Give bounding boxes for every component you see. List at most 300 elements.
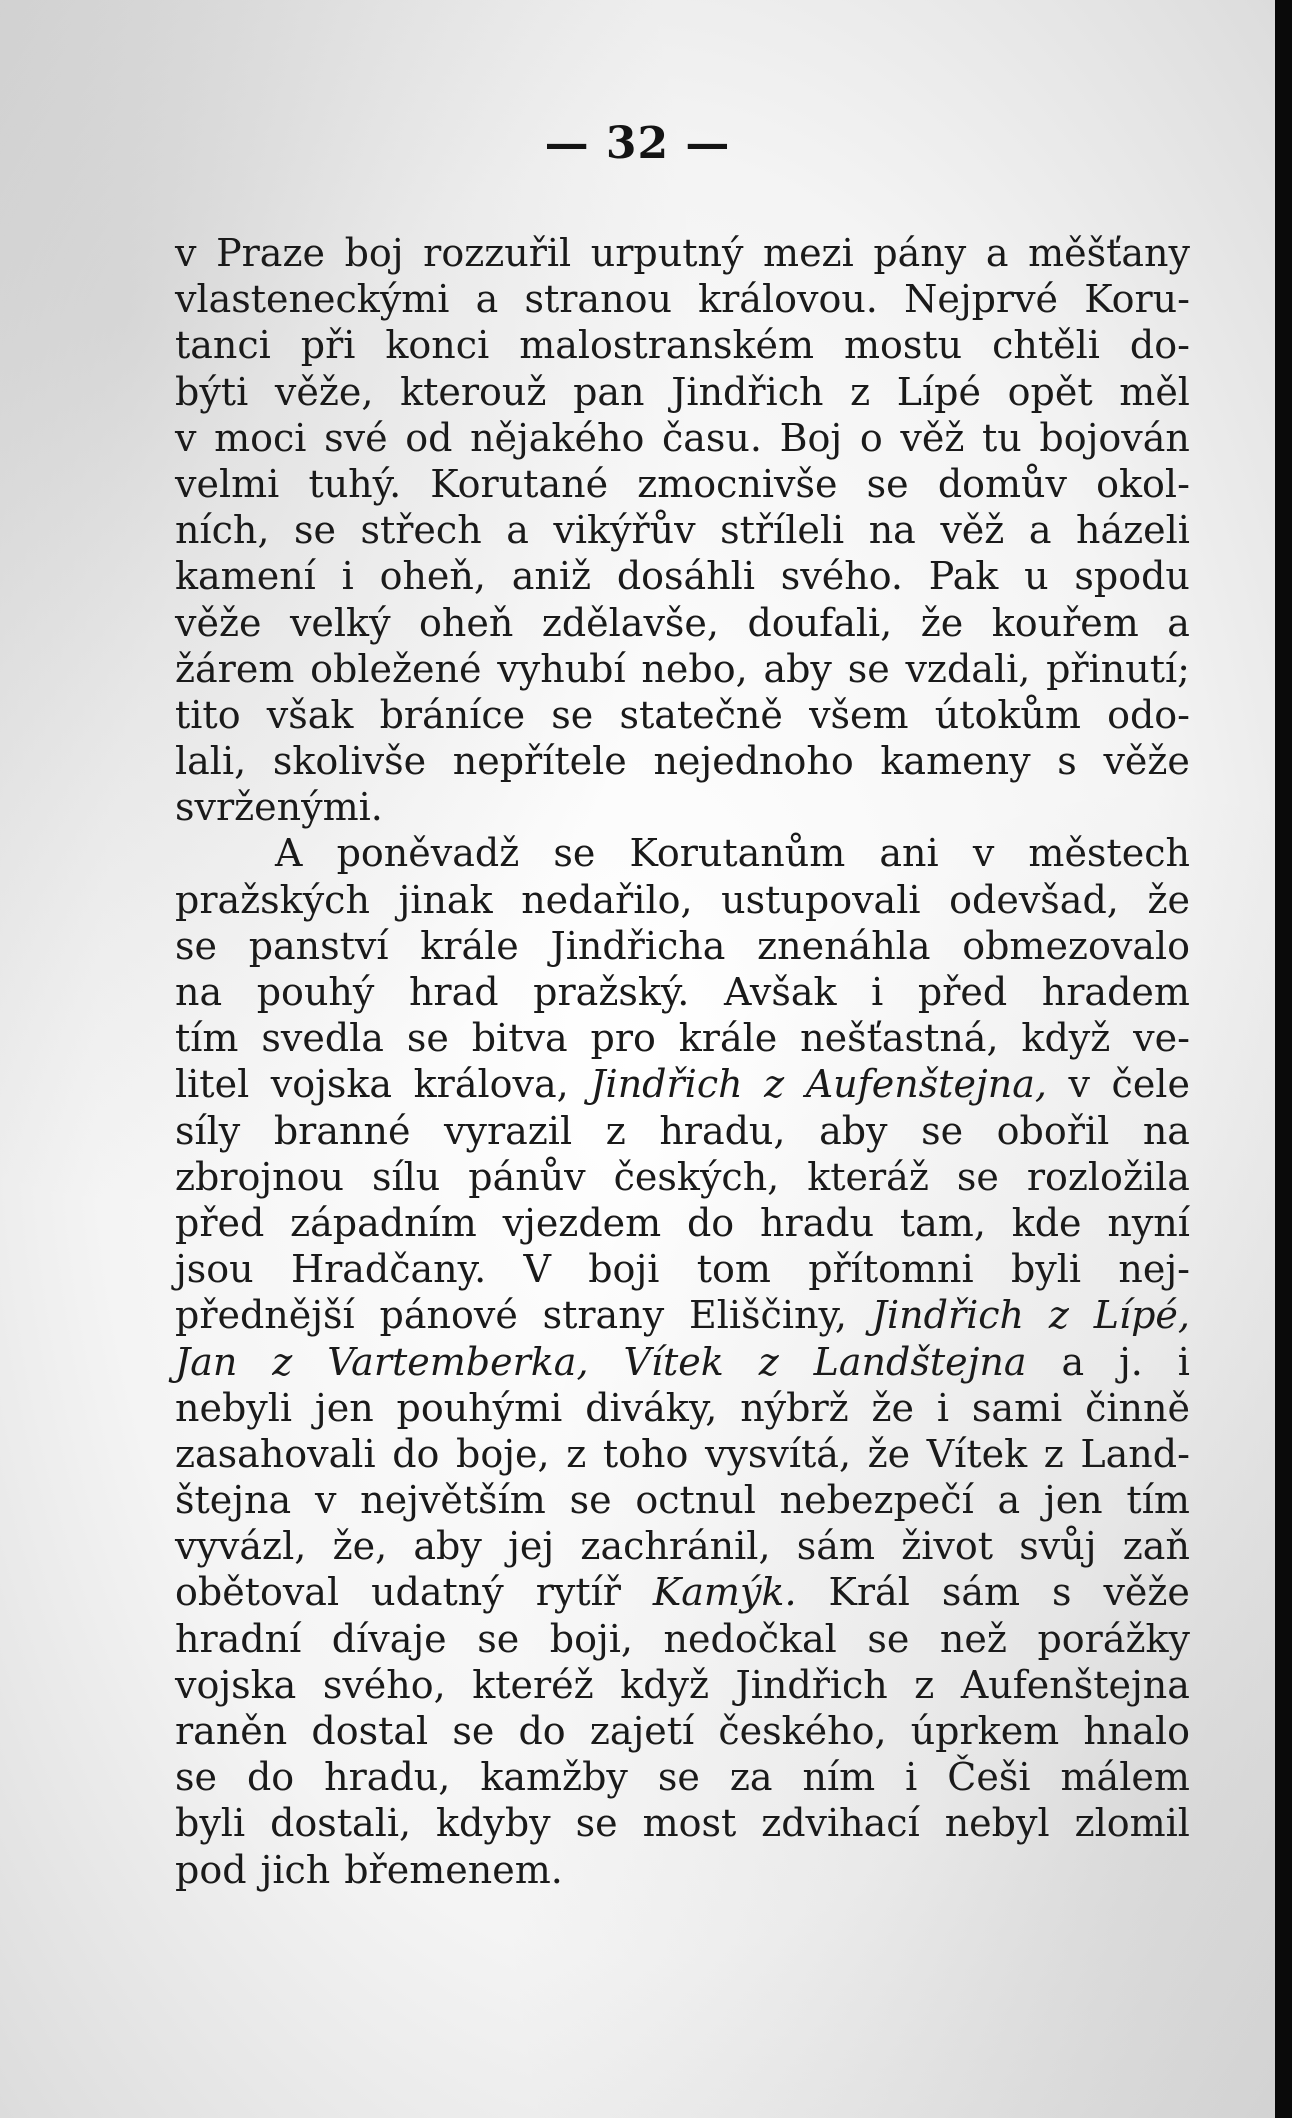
word: i: [871, 970, 884, 1014]
word: sám: [796, 1524, 875, 1569]
word: Land-: [1080, 1431, 1190, 1476]
word: krále: [420, 923, 519, 968]
word: sami: [971, 1385, 1063, 1430]
word: Pak: [928, 554, 999, 599]
word: tuhý.: [308, 461, 402, 506]
word: pouhý: [256, 970, 375, 1014]
word: Vartemberka,: [327, 1339, 589, 1384]
text-line: [175, 784, 1190, 830]
word: zasahovali: [175, 1431, 376, 1476]
word: Landštejna: [813, 1339, 1027, 1384]
text-line: [175, 322, 1190, 368]
word: nebo,: [641, 646, 748, 691]
word: Jan: [175, 1339, 238, 1384]
word: a: [475, 277, 499, 322]
text-line: [175, 1616, 1190, 1662]
word: z: [1043, 1431, 1064, 1476]
word: hradu,: [324, 1755, 451, 1800]
word: s: [1051, 1570, 1072, 1615]
word: Jindřich: [590, 1062, 743, 1107]
word: svedla: [261, 1016, 384, 1061]
word: se: [921, 1108, 964, 1153]
word: zaň: [1122, 1524, 1190, 1569]
word: kteréž: [472, 1662, 594, 1707]
word: vysvítá,: [704, 1431, 852, 1476]
word: čele: [1111, 1062, 1190, 1107]
text-line: [175, 369, 1190, 415]
text-line: [175, 1292, 1190, 1338]
word: znenáhla: [757, 923, 931, 968]
word: opět: [1007, 369, 1093, 414]
word: se: [477, 1616, 520, 1661]
word: z: [605, 1108, 626, 1153]
word: štejna: [175, 1478, 292, 1523]
word: aby: [413, 1524, 482, 1569]
word: zmocnivše: [637, 461, 838, 506]
word: že,: [332, 1524, 388, 1569]
word: byli: [175, 1801, 246, 1846]
word: ustupovali: [721, 877, 921, 922]
word: aniž: [511, 554, 592, 599]
word: před: [175, 1200, 265, 1245]
word: sílu: [371, 1154, 441, 1199]
word: z: [272, 1339, 293, 1384]
word: i: [341, 554, 354, 599]
word: a: [506, 508, 529, 553]
word: nepřítele: [452, 739, 627, 784]
text-line: [175, 1385, 1190, 1431]
word: házeli: [1076, 508, 1190, 553]
word: oheň,: [379, 554, 486, 599]
word: tím: [175, 1016, 239, 1061]
word: největším: [360, 1478, 546, 1523]
word: od: [405, 415, 453, 460]
word: se: [657, 1755, 700, 1800]
word: život: [901, 1524, 994, 1569]
word: věž: [900, 415, 965, 460]
word: kouřem: [991, 600, 1139, 645]
word: toho: [602, 1431, 689, 1476]
word: tito: [175, 692, 241, 737]
text-line: [175, 1246, 1190, 1292]
word: hnalo: [1083, 1709, 1190, 1753]
word: než: [939, 1616, 1007, 1661]
word: přítomni: [808, 1247, 974, 1292]
word: nešťastná,: [800, 1016, 999, 1061]
word: nedařilo,: [521, 877, 693, 922]
word: chtěli: [992, 323, 1100, 368]
word: v: [314, 1478, 337, 1523]
word: nebyli: [175, 1385, 293, 1430]
text-line: [175, 1847, 1190, 1893]
word: pouhými: [396, 1385, 563, 1430]
word: jinak: [398, 877, 493, 922]
word: za: [729, 1755, 773, 1800]
text-line: [175, 1431, 1190, 1477]
word: a: [997, 1478, 1021, 1523]
word: Avšak: [723, 970, 837, 1014]
text-line: [175, 1061, 1190, 1107]
word: Kamýk.: [652, 1570, 797, 1615]
word: o: [859, 415, 883, 460]
word: a: [1167, 600, 1190, 645]
word: nyní: [1107, 1200, 1190, 1245]
word: Boj: [779, 415, 843, 460]
word: strany: [542, 1293, 665, 1338]
word: že: [1147, 877, 1190, 922]
text-line: [175, 1015, 1190, 1061]
word: v: [175, 415, 197, 460]
word: z: [764, 1062, 785, 1107]
word: dívaje: [331, 1616, 447, 1661]
word: věže: [1103, 739, 1190, 784]
word: do-: [1129, 323, 1190, 368]
word: zlomil: [1074, 1801, 1190, 1846]
body-text: [175, 230, 1190, 1893]
word: vlasteneckými: [175, 277, 450, 322]
word: pražský.: [533, 970, 690, 1014]
text-line: [175, 877, 1190, 923]
text-line: [175, 507, 1190, 553]
word: Jindřich: [871, 1293, 1025, 1338]
word: Eliščiny,: [688, 1293, 847, 1338]
word: diváky,: [585, 1385, 718, 1430]
word: věže: [1103, 1570, 1190, 1615]
word: bitva: [471, 1016, 568, 1061]
word: krále: [678, 1016, 778, 1061]
word: boji,: [549, 1616, 633, 1661]
word: ních,: [175, 508, 270, 553]
word: tom: [696, 1247, 771, 1292]
word: stříleli: [720, 508, 845, 553]
word: se: [175, 923, 217, 968]
word: býti: [175, 369, 249, 414]
word: Vítek: [926, 1431, 1028, 1476]
word: tanci: [175, 323, 271, 368]
text-line: [175, 276, 1190, 322]
word: Jindřicha: [550, 923, 726, 968]
word: z: [914, 1662, 935, 1707]
word: hradu,: [659, 1108, 786, 1153]
word: nýbrž: [740, 1385, 849, 1430]
word: Král: [828, 1570, 910, 1615]
word: boj: [344, 231, 404, 275]
word: když: [620, 1662, 710, 1707]
word: Hradčany.: [290, 1247, 487, 1292]
word: svého.: [780, 554, 903, 599]
word: na: [175, 970, 223, 1014]
word: Korutanům: [629, 831, 846, 876]
word: vzdali,: [905, 646, 1031, 691]
word: tam,: [899, 1200, 986, 1245]
text-line: [175, 646, 1190, 692]
word: nějakého: [470, 415, 645, 460]
word: moci: [214, 415, 307, 460]
word: do: [686, 1200, 735, 1245]
word: se: [847, 646, 890, 691]
word: svého,: [322, 1662, 446, 1707]
word: českého,: [718, 1709, 887, 1753]
text-line: [175, 923, 1190, 969]
word: zbrojnou: [175, 1154, 344, 1199]
word: urputný: [590, 231, 744, 275]
text-line: [175, 1800, 1190, 1846]
text-line: [175, 1477, 1190, 1523]
word: boje,: [456, 1431, 550, 1476]
word: když: [1021, 1016, 1111, 1061]
word: hradem: [1041, 970, 1190, 1014]
word: u: [1024, 554, 1049, 599]
word: přinutí;: [1046, 646, 1190, 691]
word: jsou: [175, 1247, 254, 1292]
word: zachránil,: [580, 1524, 771, 1569]
word: pražských: [175, 877, 370, 922]
word: okol-: [1096, 461, 1190, 506]
word: hradu: [759, 1200, 875, 1245]
word: síly: [175, 1108, 241, 1153]
word: doufali,: [747, 600, 893, 645]
word: dostal: [311, 1709, 429, 1753]
word: se: [867, 1616, 910, 1661]
word: rozložila: [1026, 1154, 1190, 1199]
word: do: [392, 1431, 440, 1476]
word: se: [569, 1478, 612, 1523]
word: lali,: [175, 739, 247, 784]
word: věže,: [274, 369, 374, 414]
word: pro: [590, 1016, 656, 1061]
word: Jindřich: [735, 1662, 888, 1707]
word: A: [275, 831, 303, 876]
word: při: [300, 323, 356, 368]
word: i: [936, 1385, 950, 1430]
word: most: [642, 1801, 737, 1846]
word: vyhubí: [497, 646, 626, 691]
word: měl: [1119, 369, 1190, 414]
word: a: [985, 231, 1009, 275]
word: času.: [661, 415, 762, 460]
word: vikýřův: [553, 508, 696, 553]
text-line: [175, 230, 1190, 276]
word: měšťany: [1028, 231, 1190, 275]
text-line: [175, 692, 1190, 738]
word: branné: [273, 1108, 411, 1153]
text-line: [175, 1708, 1190, 1754]
word: statečně: [619, 692, 783, 737]
word: městech: [1028, 831, 1190, 876]
word: skolivše: [272, 739, 427, 784]
word: bráníce: [379, 692, 526, 737]
word: českých,: [613, 1154, 780, 1199]
word: se: [956, 1154, 999, 1199]
text-line: [175, 830, 1190, 876]
word: ve-: [1133, 1016, 1190, 1061]
word: obmezovalo: [962, 923, 1190, 968]
word: kterouž: [400, 369, 547, 414]
word: konci: [385, 323, 490, 368]
word: kde: [1011, 1200, 1082, 1245]
word: a: [1028, 508, 1052, 553]
word: svůj: [1019, 1524, 1097, 1569]
word: litel: [175, 1062, 250, 1107]
word: jen: [314, 1385, 374, 1430]
word: pány: [873, 231, 967, 275]
word: porážky: [1037, 1616, 1190, 1661]
word: boji: [588, 1247, 660, 1292]
text-line: [175, 1754, 1190, 1800]
word: dosáhli: [616, 554, 755, 599]
word: kamení: [175, 554, 316, 599]
word: byli: [1010, 1247, 1082, 1292]
word: odevšad,: [949, 877, 1119, 922]
text-line: [175, 1523, 1190, 1569]
word: velký: [289, 600, 391, 645]
word: kteráž: [807, 1154, 929, 1199]
word: dostali,: [270, 1801, 412, 1846]
text-line: [175, 1200, 1190, 1246]
word: ani: [879, 831, 939, 876]
word: tím: [1126, 1478, 1190, 1523]
word: věže: [175, 600, 262, 645]
word: panství: [248, 923, 389, 968]
word: hradní: [175, 1616, 302, 1661]
word: královou.: [698, 277, 878, 322]
word: poněvadž: [336, 831, 520, 876]
word: vojska: [175, 1662, 297, 1707]
text-line: [175, 1569, 1190, 1615]
word: oheň: [419, 600, 514, 645]
word: mezi: [763, 231, 854, 275]
word: rytíř: [535, 1570, 621, 1615]
word: se: [293, 508, 336, 553]
word: ním: [802, 1755, 876, 1800]
word: V: [523, 1247, 551, 1292]
word: jej: [508, 1524, 555, 1569]
word: úprkem: [910, 1709, 1060, 1753]
word: sám: [941, 1570, 1021, 1615]
page-number: — 32 —: [544, 118, 731, 169]
word: před: [917, 970, 1008, 1014]
word: Lípé: [896, 369, 981, 414]
word: málem: [1060, 1755, 1190, 1800]
word: činně: [1085, 1385, 1190, 1430]
word: zdělavše,: [541, 600, 719, 645]
word: kameny: [880, 739, 1031, 784]
word: Aufenštejna,: [805, 1062, 1047, 1107]
word: střech: [360, 508, 482, 553]
word: v: [1068, 1062, 1090, 1107]
scan-border: [1275, 0, 1292, 2118]
word: zdvihací: [761, 1801, 920, 1846]
word: v: [175, 231, 197, 275]
word: velmi: [175, 461, 280, 506]
word: vyvázl,: [175, 1524, 307, 1569]
word: pod: [175, 1847, 247, 1892]
word: králova,: [413, 1062, 569, 1107]
word: do: [246, 1755, 295, 1800]
word: břemenem.: [344, 1847, 563, 1892]
word: Koru-: [1084, 277, 1190, 322]
word: Jindřich: [671, 369, 824, 414]
word: spodu: [1074, 554, 1190, 599]
word: vyrazil: [444, 1108, 573, 1153]
word: že: [871, 1385, 915, 1430]
word: své: [324, 415, 388, 460]
word: pánové: [379, 1293, 518, 1338]
word: a: [1061, 1339, 1085, 1384]
word: však: [266, 692, 354, 737]
word: nedočkal: [663, 1616, 837, 1661]
word: přednější: [175, 1293, 355, 1338]
word: z: [850, 369, 871, 414]
word: jich: [260, 1847, 331, 1892]
word: kamžby: [480, 1755, 628, 1800]
word: Vítek: [623, 1339, 724, 1384]
word: nebezpečí: [779, 1478, 974, 1523]
word: západním: [290, 1200, 477, 1245]
word: aby: [819, 1108, 888, 1153]
text-line: [175, 1154, 1190, 1200]
word: svrženými.: [175, 785, 383, 830]
word: Lípé,: [1093, 1293, 1190, 1338]
word: nejednoho: [653, 739, 854, 784]
word: na: [868, 508, 916, 553]
text-line: [175, 415, 1190, 461]
word: odo-: [1107, 692, 1190, 737]
word: že: [867, 1431, 911, 1476]
word: z: [758, 1339, 779, 1384]
text-line: [175, 1108, 1190, 1154]
word: jen: [1043, 1478, 1103, 1523]
word: stranou: [524, 277, 672, 322]
word: žárem: [175, 646, 295, 691]
word: pánův: [468, 1154, 586, 1199]
word: udatný: [371, 1570, 504, 1615]
word: raněn: [175, 1709, 288, 1753]
word: zajetí: [589, 1709, 695, 1753]
word: se: [452, 1709, 495, 1753]
word: bojován: [1039, 415, 1190, 460]
text-line: [175, 1339, 1190, 1385]
word: rozzuřil: [423, 231, 572, 275]
word: se: [866, 461, 909, 506]
word: vojska: [270, 1062, 393, 1107]
word: se: [406, 1016, 449, 1061]
word: nej-: [1118, 1247, 1190, 1292]
word: j.: [1119, 1339, 1143, 1384]
word: kdyby: [436, 1801, 551, 1846]
word: na: [1142, 1108, 1190, 1153]
word: do: [518, 1709, 566, 1753]
word: vjezdem: [502, 1200, 662, 1245]
word: se: [575, 1801, 618, 1846]
word: hrad: [408, 970, 499, 1014]
word: tu: [982, 415, 1022, 460]
word: věž: [940, 508, 1005, 553]
word: octnul: [635, 1478, 756, 1523]
word: nebyl: [944, 1801, 1050, 1846]
word: Češi: [947, 1755, 1031, 1800]
word: pan: [573, 369, 645, 414]
word: domův: [937, 461, 1067, 506]
text-line: [175, 553, 1190, 599]
word: všem: [809, 692, 909, 737]
word: mostu: [843, 323, 963, 368]
word: se: [175, 1755, 217, 1800]
text-line: [175, 461, 1190, 507]
word: z: [566, 1431, 587, 1476]
text-line: [175, 969, 1190, 1015]
word: s: [1057, 739, 1077, 784]
